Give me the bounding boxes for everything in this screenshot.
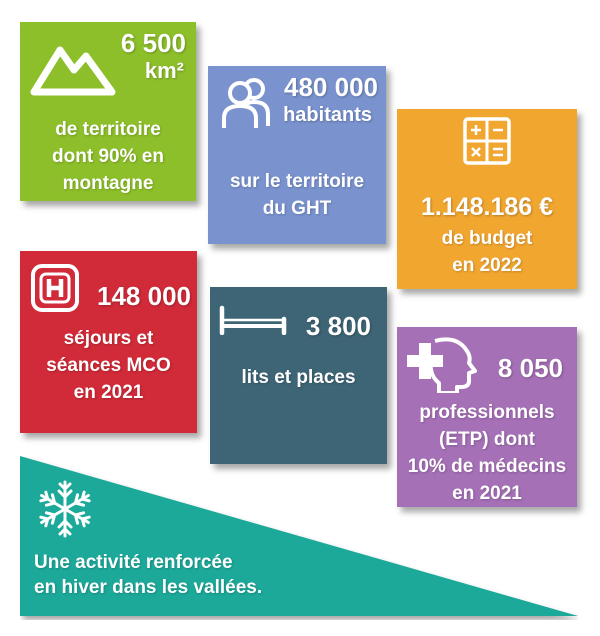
mountain-icon <box>30 34 116 98</box>
sejours-label-line: séances MCO <box>46 355 171 376</box>
professionnels-value: 8 050 <box>497 353 563 383</box>
budget-label-line: de budget <box>441 228 533 249</box>
sejours-value: 148 000 <box>97 281 191 311</box>
habitants-value: 480 000 <box>284 72 378 102</box>
winter-text-line: Une activité renforcée <box>34 552 233 573</box>
people-icon <box>218 76 276 130</box>
habitants-label-line: sur le territoire <box>229 171 365 192</box>
territoire-label-line: montagne <box>62 173 154 194</box>
budget-value: 1.148.186 € <box>420 193 554 221</box>
habitants-label <box>208 168 386 222</box>
budget-label-line: en 2022 <box>452 255 522 276</box>
territoire-label-line: de territoire <box>55 119 161 140</box>
sejours-label-line: en 2021 <box>73 382 144 403</box>
lits-label-line: lits et places <box>241 367 356 388</box>
professionnels-label-line: (ETP) dont <box>438 429 536 450</box>
winter-activity-banner <box>20 456 578 620</box>
calculator-icon <box>463 117 511 165</box>
budget-label <box>397 225 577 279</box>
territoire-label <box>20 116 196 197</box>
sejours-label-line: séjours et <box>63 328 154 349</box>
habitants-unit: habitants <box>283 104 372 126</box>
habitants-card <box>208 66 386 244</box>
winter-text-line: en hiver dans les vallées. <box>34 577 263 598</box>
lits-label <box>210 364 387 391</box>
territoire-card <box>20 22 196 201</box>
professionnels-label-line: en 2021 <box>452 483 522 504</box>
winter-text <box>34 550 262 600</box>
snowflake-icon <box>34 478 96 540</box>
territoire-value: 6 500 <box>120 28 186 58</box>
doctor-head-icon <box>405 335 477 393</box>
lits-card <box>210 287 387 464</box>
territoire-unit: km² <box>144 58 184 83</box>
bed-icon <box>218 305 288 335</box>
sejours-card <box>20 251 197 433</box>
professionnels-label-line: 10% de médecins <box>407 456 567 477</box>
sejours-label <box>20 325 197 406</box>
habitants-label-line: du GHT <box>262 198 332 219</box>
hospital-icon <box>30 263 80 313</box>
budget-card <box>397 109 577 289</box>
professionnels-label-line: professionnels <box>419 402 555 423</box>
territoire-label-line: dont 90% en <box>52 146 164 167</box>
lits-value: 3 800 <box>305 311 371 341</box>
